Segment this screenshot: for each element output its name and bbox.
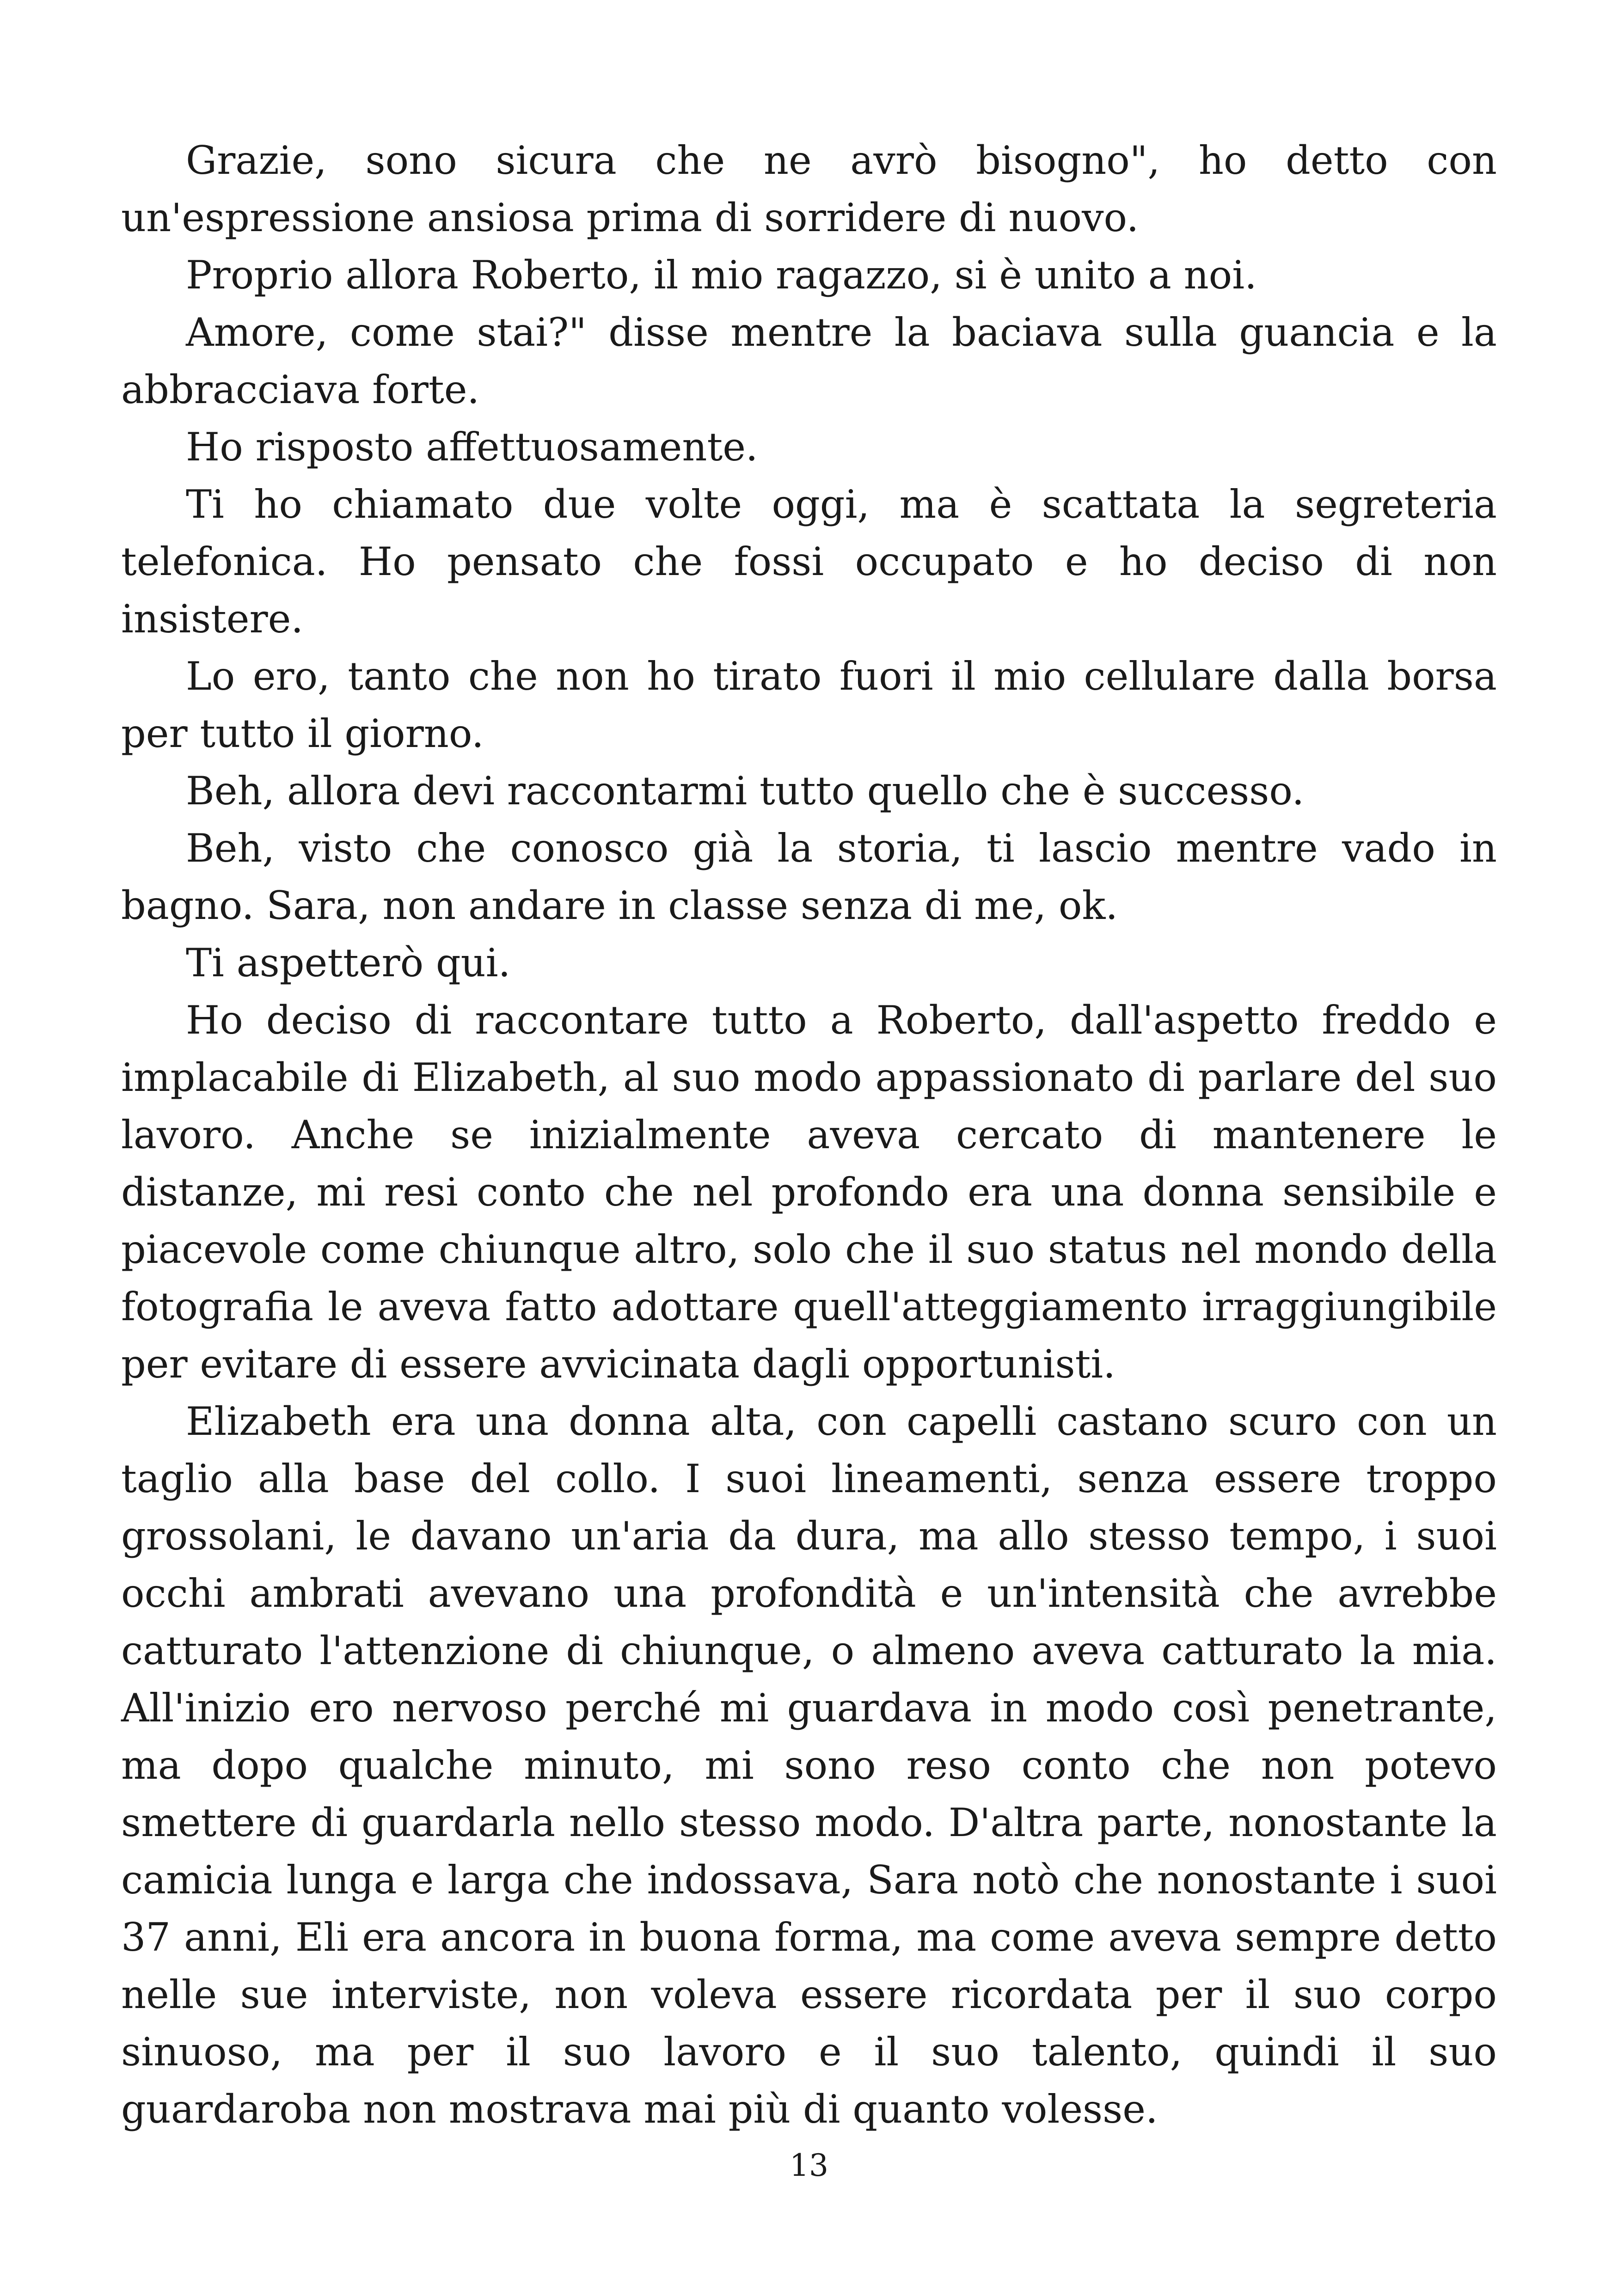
paragraph: Beh, allora devi raccontarmi tutto quello che è successo. [186, 768, 1305, 814]
paragraph: Grazie, sono sicura che ne avrò bisogno", ho detto con un'espressione ansiosa prima di sorridere di nuovo. [121, 138, 1497, 240]
paragraph: Ho risposto affettuosamente. [186, 424, 758, 470]
paragraph: Elizabeth era una donna alta, con capelli castano scuro con un taglio alla base del collo. I suoi lineamenti, senza essere troppo grossolani, le davano un'aria da dura, ma allo stesso tempo, i suoi occhi ambrati avevano una profondità e un'intensità che avrebbe catturato l'attenzione di chiunque, o almeno aveva catturato la mia. All'inizio ero nervoso perché mi guardava in modo così penetrante, ma dopo qualche minuto, mi sono reso conto che non potevo smettere di guardarla nello stesso modo. D'altra parte, nonostante la camicia lunga e larga che indossava, Sara notò che nonostante i suoi 37 anni, Eli era ancora in buona forma, ma come aveva sempre detto nelle sue interviste, non voleva essere ricordata per il suo corpo sinuoso, ma per il suo lavoro e il suo talento, quindi il suo guardaroba non mostrava mai più di quanto volesse. [121, 1399, 1497, 2132]
paragraph: Proprio allora Roberto, il mio ragazzo, si è unito a noi. [186, 252, 1257, 298]
paragraph: Lo ero, tanto che non ho tirato fuori il mio cellulare dalla borsa per tutto il giorno. [121, 654, 1497, 756]
page-number: 13 [790, 2148, 828, 2183]
paragraph: Ti aspetterò qui. [186, 940, 511, 986]
paragraph: Amore, come stai?" disse mentre la baciava sulla guancia e la abbracciava forte. [121, 310, 1497, 412]
body-text [121, 132, 1497, 2138]
paragraph: Beh, visto che conosco già la storia, ti lascio mentre vado in bagno. Sara, non andare in classe senza di me, ok. [121, 826, 1497, 928]
paragraph: Ho deciso di raccontare tutto a Roberto, dall'aspetto freddo e implacabile di Elizabeth, al suo modo appassionato di parlare del suo lavoro. Anche se inizialmente aveva cercato di mantenere le distanze, mi resi conto che nel profondo era una donna sensibile e piacevole come chiunque altro, solo che il suo status nel mondo della fotografia le aveva fatto adottare quell'atteggiamento irraggiungibile per evitare di essere avvicinata dagli opportunisti. [121, 998, 1497, 1387]
paragraph: Ti ho chiamato due volte oggi, ma è scattata la segreteria telefonica. Ho pensato che fossi occupato e ho deciso di non insistere. [121, 482, 1497, 642]
